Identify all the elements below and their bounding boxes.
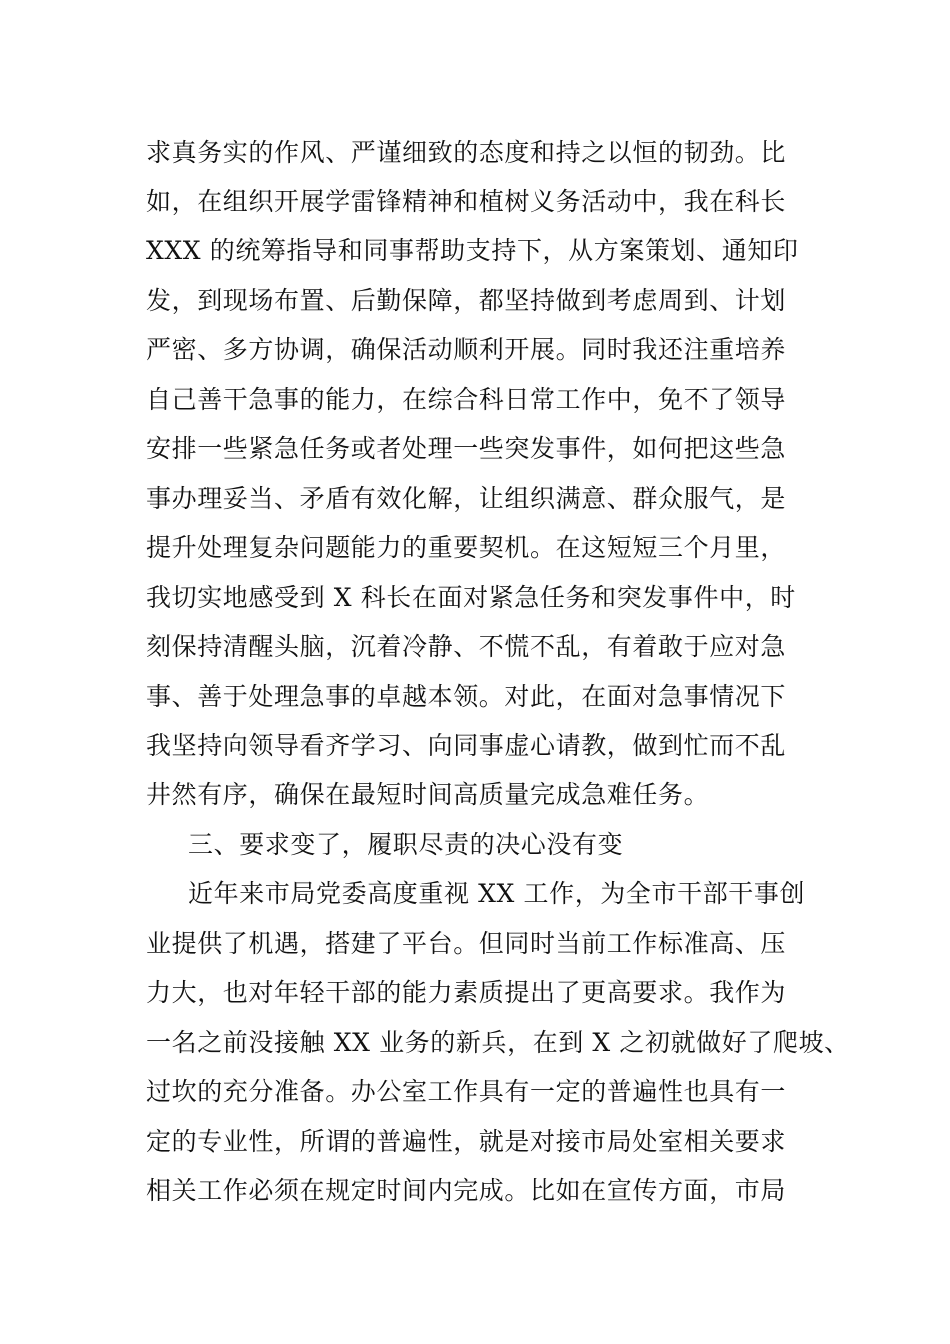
text-line-11: 刻保持清醒头脑，沉着冷静、不慌不乱，有着敢于应对急 [146, 632, 787, 661]
text-line-7: 安排一些紧急任务或者处理一些突发事件，如何把这些急 [146, 434, 787, 463]
text-line-3: XXX 的统筹指导和同事帮助支持下，从方案策划、通知印 [146, 236, 799, 265]
text-line-5: 严密、多方协调，确保活动顺利开展。同时我还注重培养 [146, 335, 787, 364]
section-heading: 三、要求变了，履职尽责的决心没有变 [188, 830, 624, 859]
text-line-18: 力大，也对年轻干部的能力素质提出了更高要求。我作为 [146, 978, 787, 1007]
text-line-19: 一名之前没接触 XX 业务的新兵，在到 X 之初就做好了爬坡、 [146, 1028, 850, 1057]
text-line-12: 事、善于处理急事的卓越本领。对此，在面对急事情况下 [146, 682, 787, 711]
text-line-4: 发，到现场布置、后勤保障，都坚持做到考虑周到、计划 [146, 286, 787, 315]
text-line-2: 如，在组织开展学雷锋精神和植树义务活动中，我在科长 [146, 187, 787, 216]
text-line-16: 近年来市局党委高度重视 XX 工作，为全市干部干事创 [188, 879, 806, 908]
text-line-14: 井然有序，确保在最短时间高质量完成急难任务。 [146, 780, 710, 809]
text-line-22: 相关工作必须在规定时间内完成。比如在宣传方面，市局 [146, 1176, 787, 1205]
text-line-8: 事办理妥当、矛盾有效化解，让组织满意、群众服气，是 [146, 484, 787, 513]
text-line-13: 我坚持向领导看齐学习、向同事虚心请教，做到忙而不乱 [146, 731, 787, 760]
text-line-1: 求真务实的作风、严谨细致的态度和持之以恒的韧劲。比 [146, 138, 787, 167]
text-line-21: 定的专业性，所谓的普遍性，就是对接市局处室相关要求 [146, 1127, 787, 1156]
text-line-10: 我切实地感受到 X 科长在面对紧急任务和突发事件中，时 [146, 583, 796, 612]
text-line-9: 提升处理复杂问题能力的重要契机。在这短短三个月里， [146, 533, 787, 562]
text-line-17: 业提供了机遇，搭建了平台。但同时当前工作标准高、压 [146, 929, 787, 958]
text-line-20: 过坎的充分准备。办公室工作具有一定的普遍性也具有一 [146, 1077, 787, 1106]
text-line-6: 自己善干急事的能力，在综合科日常工作中，免不了领导 [146, 385, 787, 414]
